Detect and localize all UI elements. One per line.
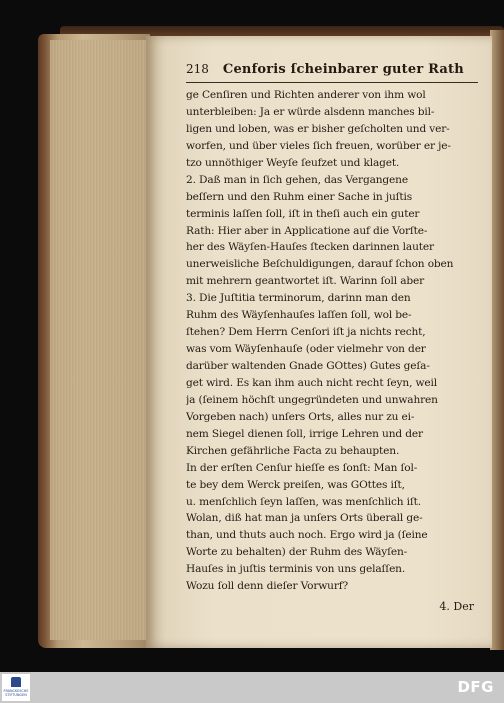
body-text <box>186 87 478 595</box>
page-stack <box>50 40 146 640</box>
text-line: Ruhm des Wäyſenhauſes laſſen ſoll, wol be- <box>186 309 412 322</box>
franckesche-stiftungen-logo[interactable] <box>2 674 30 701</box>
text-line: Kirchen gefährliche Facta zu behaupten. <box>186 444 400 457</box>
text-line: In der erſten Cenſur hieſſe es ſonſt: Man ſol- <box>186 461 418 474</box>
text-line: tzo unnöthiger Weyſe ſeufzet und klaget. <box>186 156 400 169</box>
book-right-edge <box>490 30 504 650</box>
text-line: 3. Die Juſtitia terminorum, darinn man den <box>186 292 411 305</box>
text-line: ge Cenſiren und Richten anderer von ihm wol <box>186 89 426 101</box>
text-line: ja (ſeinem höchſt ungegründeten und unwahren <box>186 393 438 406</box>
text-line: darüber waltenden Gnade GOttes) Gutes geſa- <box>186 360 430 372</box>
text-line: ſtehen? Dem Herrn Cenſori iſt ja nichts recht, <box>186 326 426 339</box>
text-line: her des Wäyſen-Hauſes ſtecken darinnen lauter <box>186 241 434 254</box>
text-line: Wolan, diß hat man ja unſers Orts überall ge- <box>186 512 423 525</box>
text-line: was vom Wäyſenhauſe (oder vielmehr von der <box>186 343 426 356</box>
text-line: beſſern und den Ruhm einer Sache in juſtis <box>186 190 413 203</box>
logo-text: FRANCKESCHE STIFTUNGEN <box>3 689 29 697</box>
text-line: get wird. Es kan ihm auch nicht recht ſeyn, weil <box>186 376 438 389</box>
text-line: mit mehrern geantwortet iſt. Warinn ſoll aber <box>186 275 425 288</box>
text-line: 2. Daß man in ſich gehen, das Vergangene <box>186 173 408 186</box>
text-line: u. menſchlich ſeyn laſſen, was menſchlich iſt. <box>186 495 421 508</box>
text-line: Wozu ſoll denn dieſer Vorwurf? <box>186 580 349 593</box>
catchword: 4. Der <box>439 600 474 614</box>
dfg-logo[interactable]: DFG <box>457 678 494 696</box>
text-line: ligen und loben, was er bisher geſcholten und ver- <box>186 122 450 135</box>
text-line: Hauſes in juſtis terminis von uns gelaſſen. <box>186 563 406 576</box>
text-line: te bey dem Werck preiſen, was GOttes iſt, <box>186 478 405 491</box>
text-line: unterbleiben: Ja er würde alsdenn manches bil- <box>186 105 435 118</box>
building-icon <box>11 677 21 687</box>
text-line: than, und thuts auch noch. Ergo wird ja (ſeine <box>186 529 428 542</box>
viewer-footer-bar <box>0 672 504 703</box>
running-head <box>186 60 478 83</box>
page-text-block <box>186 60 478 615</box>
text-line: Vorgeben nach) unſers Orts, alles nur zu ei- <box>186 410 415 423</box>
page-number: 218 <box>186 62 209 76</box>
text-line: Rath: Hier aber in Applicatione auf die Vorſte- <box>186 224 428 237</box>
text-line: Worte zu behalten) der Ruhm des Wäyſen- <box>186 546 408 559</box>
text-line: terminis laſſen ſoll, iſt in theſi auch ein guter <box>186 207 420 220</box>
running-title: Cenforis ſcheinbarer guter Rath <box>222 62 464 77</box>
text-line: unerweisliche Beſchuldigungen, darauf ſchon oben <box>186 258 454 271</box>
text-line: nem Siegel dienen ſoll, irrige Lehren und der <box>186 427 423 440</box>
text-line: worfen, und über vieles ſich freuen, worüber er je- <box>186 139 451 152</box>
